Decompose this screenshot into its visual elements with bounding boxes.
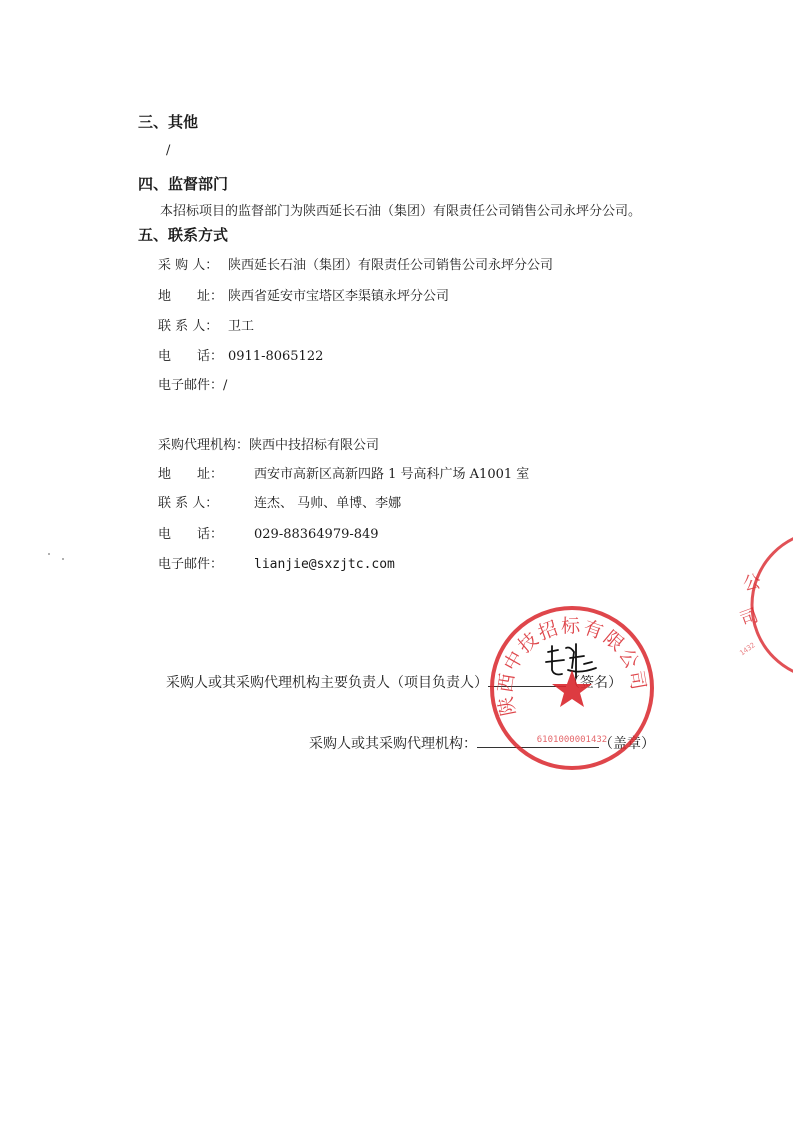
agency-email-row: [158, 553, 395, 572]
seal-suffix: （盖章）: [599, 736, 655, 752]
agency-address-value: 西安市高新区高新四路 1 号高科广场 A1001 室: [254, 467, 530, 482]
signature-suffix: （签名）: [566, 675, 622, 691]
edge-seal: [736, 530, 793, 680]
svg-text:公: 公: [741, 571, 763, 596]
agency-address-row: [158, 463, 529, 482]
section-3-content: /: [166, 143, 171, 158]
purchaser-email-label: 电子邮件：: [158, 378, 224, 393]
svg-text:6101000001432: 6101000001432: [536, 735, 608, 745]
section-5-title: 五、联系方式: [138, 226, 229, 244]
signature-prefix: 采购人或其采购代理机构主要负责人（项目负责人）: [166, 675, 488, 691]
purchaser-contact-value: 卫工: [228, 319, 255, 334]
agency-contact-label: 联 系 人：: [158, 496, 219, 511]
agency-contact-value: 连杰、 马帅、单博、李娜: [254, 496, 402, 511]
purchaser-phone-label: 电 话：: [158, 349, 224, 364]
purchaser-address-label: 地 址：: [158, 289, 224, 304]
purchaser-contact-label: 联 系 人：: [158, 319, 219, 334]
company-seal: [486, 602, 658, 774]
purchaser-address-row: [158, 285, 449, 304]
agency-phone-row: [158, 523, 379, 542]
purchaser-phone-value: 0911-8065122: [228, 349, 324, 364]
scan-speck: [48, 553, 50, 555]
purchaser-label: 采 购 人：: [158, 258, 219, 273]
agency-contact-row: [158, 492, 401, 511]
agency-label: 采购代理机构：: [158, 438, 250, 453]
agency-phone-value: 029-88364979-849: [254, 527, 379, 542]
purchaser-contact-row: [158, 315, 254, 334]
agency-phone-label: 电 话：: [158, 527, 224, 542]
agency-address-label: 地 址：: [158, 467, 224, 482]
scan-speck: [62, 558, 64, 560]
purchaser-row: [158, 254, 553, 273]
agency-row: [158, 434, 379, 453]
purchaser-address-value: 陕西省延安市宝塔区李渠镇永坪分公司: [228, 289, 450, 304]
seal-text-icon: 陕西中技招标有限公司: [494, 615, 650, 718]
seal-prefix: 采购人或其采购代理机构：: [309, 736, 477, 752]
purchaser-value: 陕西延长石油（集团）有限责任公司销售公司永坪分公司: [228, 258, 554, 273]
purchaser-email-row: [158, 374, 227, 393]
section-4-title: 四、监督部门: [138, 175, 229, 193]
agency-value: 陕西中技招标有限公司: [249, 438, 380, 453]
svg-text:1432: 1432: [738, 641, 757, 658]
agency-email-value: lianjie@sxzjtc.com: [254, 557, 395, 572]
purchaser-email-value: /: [223, 378, 228, 393]
svg-text:司: 司: [737, 604, 762, 631]
section-3-title: 三、其他: [138, 113, 199, 131]
agency-email-label: 电子邮件：: [158, 557, 224, 572]
section-4-content: 本招标项目的监督部门为陕西延长石油（集团）有限责任公司销售公司永坪分公司。: [160, 204, 642, 219]
purchaser-phone-row: [158, 345, 323, 364]
